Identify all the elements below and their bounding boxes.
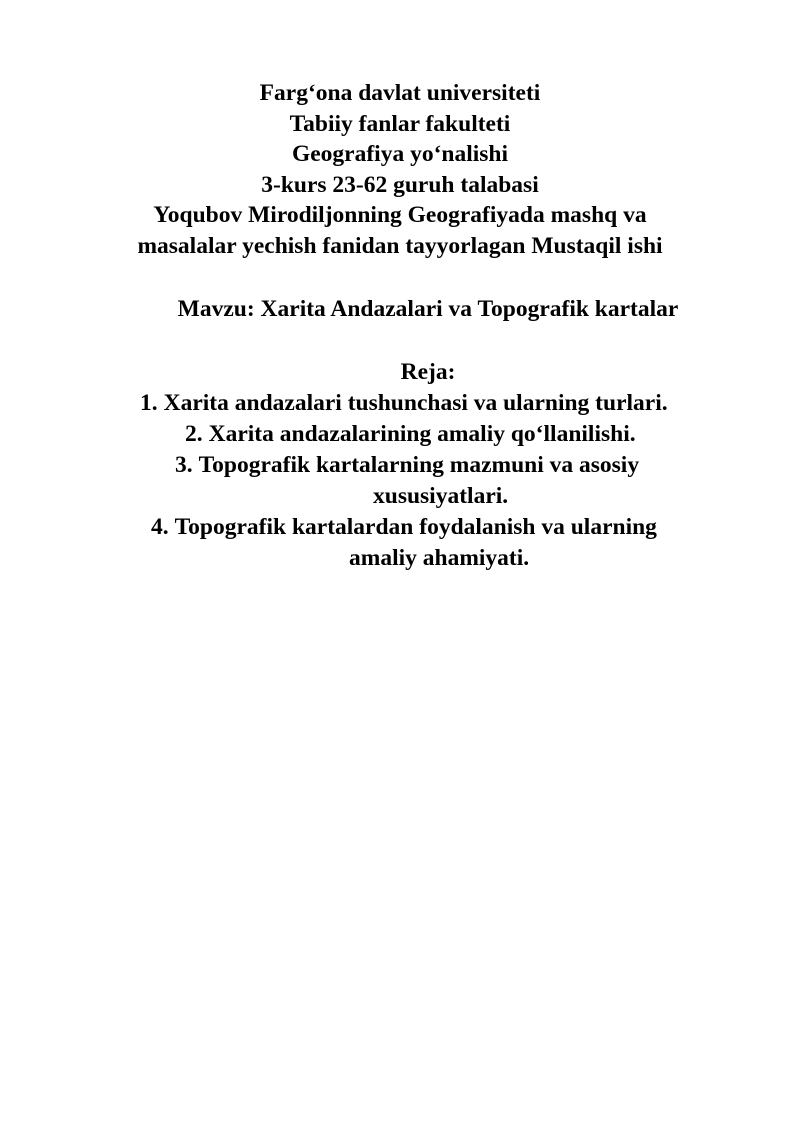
direction-name: Geografiya yo‘nalishi: [291, 141, 509, 167]
title-block: [0, 78, 800, 261]
plan-item-number: 4.: [151, 514, 169, 540]
faculty-name: Tabiiy fanlar fakulteti: [289, 110, 511, 137]
course-group: 3-kurs 23-62 guruh talabasi: [261, 171, 539, 198]
author-line-2: masalalar yechish fanidan tayyorlagan Mustaqil ishi: [137, 232, 663, 259]
plan-item-text: Topografik kartalardan foydalanish va ularning: [174, 514, 657, 540]
university-name: Farg‘ona davlat universiteti: [259, 80, 541, 106]
plan-item-2: [185, 419, 636, 450]
plan-item-1: [140, 388, 668, 419]
plan-title: Reja:: [400, 359, 456, 385]
plan-item-3-continuation: xususiyatlari.: [373, 483, 509, 509]
plan-item-number: 3.: [175, 452, 193, 478]
plan-item-text: Topografik kartalarning mazmuni va asosiy: [198, 452, 640, 478]
author-line-1: Yoqubov Mirodiljonning Geografiyada mashq va: [153, 202, 647, 228]
plan-item-text: Xarita andazalari tushunchasi va ularning turlari.: [163, 390, 668, 416]
plan-item-4: [151, 512, 657, 543]
plan-item-number: 2.: [185, 421, 203, 447]
plan-item-4-continuation: amaliy ahamiyati.: [349, 545, 530, 571]
plan-item-number: 1.: [140, 390, 158, 416]
plan-item-3: [175, 450, 639, 481]
plan-item-text: Xarita andazalarining amaliy qo‘llanilishi.: [208, 421, 636, 447]
topic-title: Mavzu: Xarita Andazalari va Topografik kartalar: [177, 296, 679, 322]
